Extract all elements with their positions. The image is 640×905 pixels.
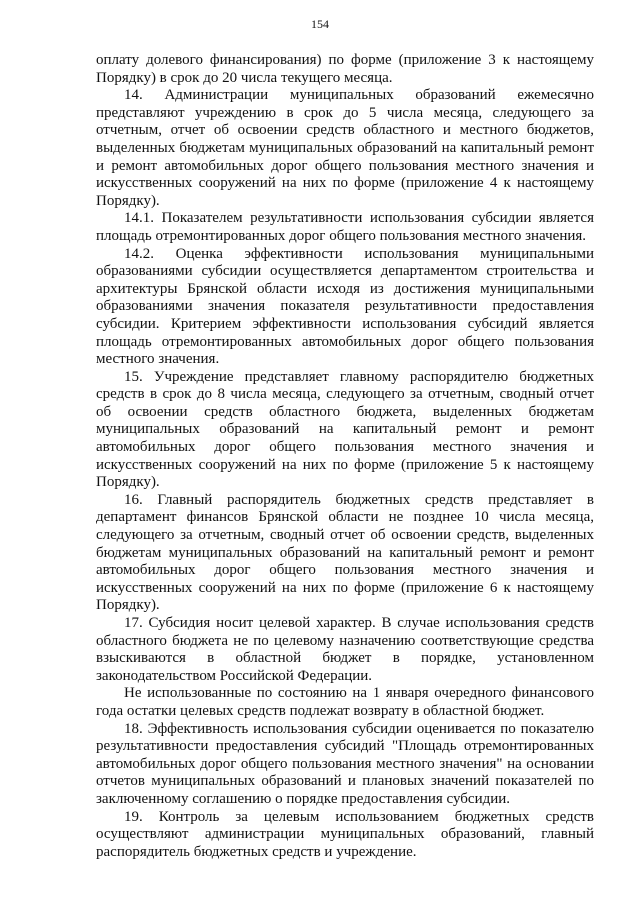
paragraph-continuation: оплату долевого финансирования) по форме (приложение 3 к настоящему Порядку) в срок до 20 числа текущего месяца. xyxy=(96,52,594,86)
paragraph-15: 15. Учреждение представляет главному распорядителю бюджетных средств в срок до 8 числа месяца, следующего за отчетным, сводный отчет об освоении средств областного бюджета, выделенных бюджетам муниципальных образований на капитальный ремонт и ремонт автомобильных дорог общего пользования местного значения и искусственных сооружений на них по форме (приложение 5 к настоящему Порядку). xyxy=(96,368,594,491)
paragraph-19: 19. Контроль за целевым использованием бюджетных средств осуществляют администрации муниципальных образований, главный распорядитель бюджетных средств и учреждение. xyxy=(96,808,594,860)
paragraph-14-2: 14.2. Оценка эффективности использования муниципальными образованиями субсидии осуществляется департаментом строительства и архитектуры Брянской области исходя из достижения муниципальными образованиями значения показателя результативности предоставления субсидии. Критерием эффективности использования субсидий является площадь отремонтированных автомобильных дорог общего пользования местного значения. xyxy=(96,245,594,368)
paragraph-14-1: 14.1. Показателем результативности использования субсидии является площадь отремонтированных дорог общего пользования местного значения. xyxy=(96,210,594,244)
paragraph-17: 17. Субсидия носит целевой характер. В случае использования средств областного бюджета не по целевому назначению соответствующие средства взыскиваются в областной бюджет в порядке, установленном законодательством Российской Федерации. xyxy=(96,615,594,684)
paragraph-14: 14. Администрации муниципальных образований ежемесячно представляют учреждению в срок до 5 числа месяца, следующего за отчетным, отчет об освоении средств областного и местного бюджетов, выделенных бюджетам муниципальных образований на капитальный ремонт и ремонт автомобильных дорог общего пользования местного значения и искусственных сооружений на них по форме (приложение 4 к настоящему Порядку). xyxy=(96,87,594,209)
page-number: 154 xyxy=(311,17,329,31)
paragraph-unused-funds: Не использованные по состоянию на 1 января очередного финансового года остатки целевых средств подлежат возврату в областной бюджет. xyxy=(96,685,594,719)
paragraph-16: 16. Главный распорядитель бюджетных средств представляет в департамент финансов Брянской области не позднее 10 числа месяца, следующего за отчетным, сводный отчет об освоении средств, выделенных бюджетам муниципальных образований на капитальный ремонт и ремонт автомобильных дорог общего пользования местного значения и искусственных сооружений на них по форме (приложение 6 к настоящему Порядку). xyxy=(96,491,594,614)
document-body xyxy=(96,52,594,861)
paragraph-18: 18. Эффективность использования субсидии оценивается по показателю результативности предоставления субсидий "Площадь отремонтированных автомобильных дорог общего пользования местного значения" на основании отчетов муниципальных образований и плановых значений показателей по заключенному соглашению о порядке предоставления субсидии. xyxy=(96,720,594,807)
